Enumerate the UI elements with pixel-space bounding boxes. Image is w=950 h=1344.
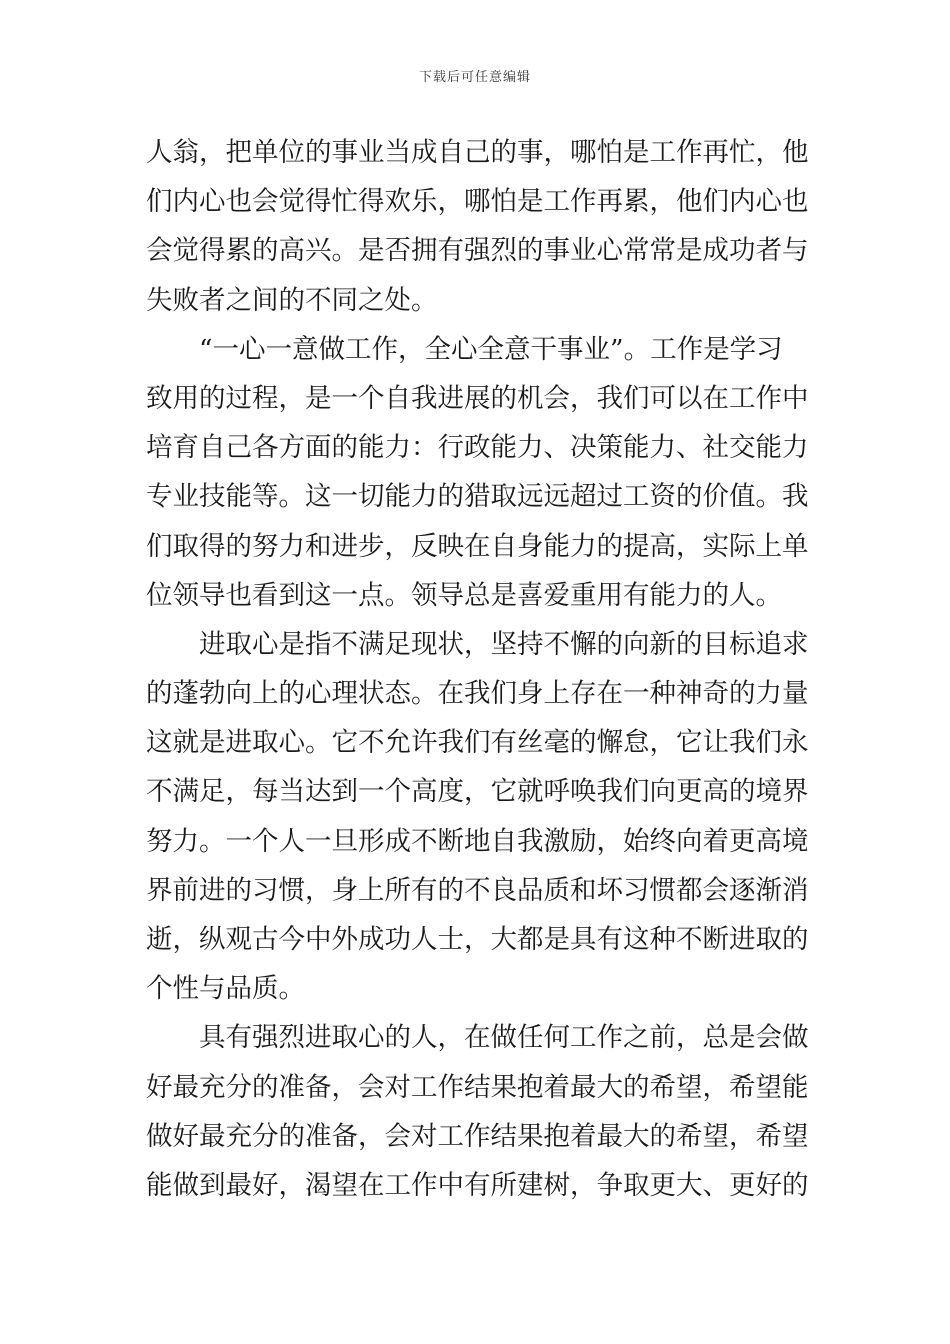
text-line: 专业技能等。这一切能力的猎取远远超过工资的价值。我 (146, 481, 809, 513)
paragraph-1 (146, 128, 810, 325)
text-line: 人翁，把单位的事业当成自己的事，哪怕是工作再忙，他 (146, 137, 809, 168)
page-header: 下载后可任意编辑 (418, 70, 531, 85)
document-body (146, 128, 810, 1210)
text-line: 具有强烈进取心的人，在做任何工作之前，总是会做 (199, 1022, 809, 1054)
text-line: 努力。一个人一旦形成不断地自我激励，始终向着更高境 (146, 825, 809, 857)
text-line: 失败者之间的不同之处。 (146, 284, 438, 316)
text-line: 个性与品质。 (146, 973, 305, 1005)
text-line: 能做到最好，渴望在工作中有所建树，争取更大、更好的 (146, 1169, 809, 1201)
text-line: 不满足，每当达到一个高度，它就呼唤我们向更高的境界 (146, 776, 809, 808)
text-line: 这就是进取心。它不允许我们有丝毫的懈怠，它让我们永 (146, 727, 809, 759)
text-line: 好最充分的准备，会对工作结果抱着最大的希望，希望能 (146, 1071, 809, 1103)
text-line: 们内心也会觉得忙得欢乐，哪怕是工作再累，他们内心也 (146, 186, 809, 218)
paragraph-2 (146, 325, 810, 620)
text-line: 的蓬勃向上的心理状态。在我们身上存在一种神奇的力量 (146, 678, 809, 710)
text-line: 们取得的努力和进步，反映在自身能力的提高，实际上单 (146, 530, 809, 562)
text-line: “一心一意做工作，全心全意干事业”。工作是学习 (199, 333, 783, 365)
text-line: 界前进的习惯，身上所有的不良品质和坏习惯都会逐渐消 (146, 874, 809, 906)
text-line: 进取心是指不满足现状，坚持不懈的向新的目标追求 (199, 628, 809, 660)
paragraph-3 (146, 620, 810, 1014)
paragraph-4 (146, 1013, 810, 1210)
text-line: 致用的过程，是一个自我进展的机会，我们可以在工作中 (146, 382, 809, 414)
text-line: 培育自己各方面的能力：行政能力、决策能力、社交能力 (146, 432, 809, 464)
text-line: 做好最充分的准备，会对工作结果抱着最大的希望，希望 (146, 1120, 809, 1152)
text-line: 位领导也看到这一点。领导总是喜爱重用有能力的人。 (146, 579, 782, 611)
text-line: 逝，纵观古今中外成功人士，大都是具有这种不断进取的 (146, 924, 809, 955)
text-line: 会觉得累的高兴。是否拥有强烈的事业心常常是成功者与 (146, 235, 809, 267)
